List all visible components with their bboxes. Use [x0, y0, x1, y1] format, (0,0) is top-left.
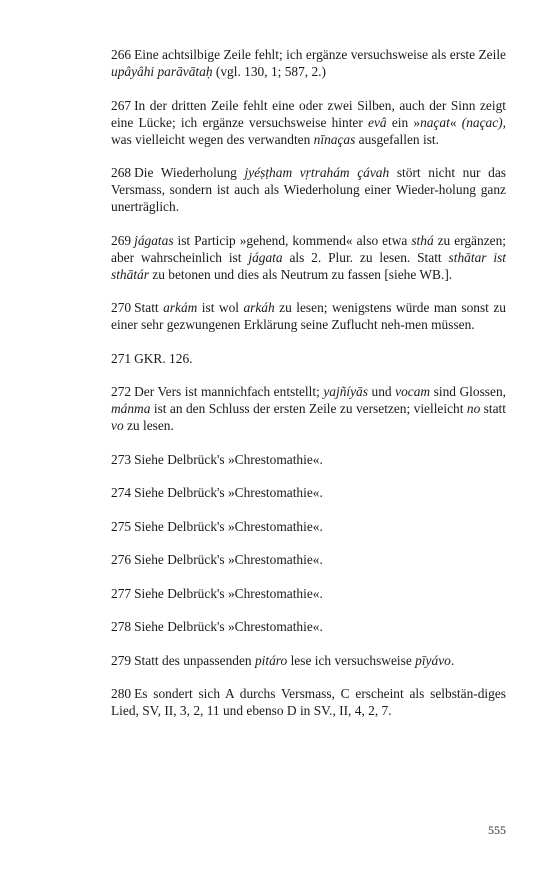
note-text: stört nicht nur das Versmass, sondern ist auch als Wiederholung einer Wieder-holung ganz unerträglich.	[111, 165, 506, 214]
note-271	[111, 350, 506, 367]
note-text: sind Glossen,	[430, 384, 506, 399]
note-text: als 2. Plur. zu lesen. Statt	[282, 249, 449, 265]
note-text: ist an den Schluss der ersten Zeile zu versetzen; vielleicht	[150, 401, 467, 416]
italic-term: vo	[111, 418, 124, 433]
note-279	[111, 652, 506, 669]
italic-term: jyéṣṭham vṛtrahám çávah	[244, 165, 390, 180]
note-266	[111, 46, 506, 80]
note-text: «	[449, 114, 462, 130]
italic-term: mánma	[111, 401, 151, 416]
note-number: 266	[111, 47, 132, 62]
note-text: ist wol	[197, 300, 244, 315]
italic-term: sthá	[411, 232, 434, 248]
note-number: 276	[111, 552, 132, 567]
note-275	[111, 518, 506, 535]
note-268	[111, 164, 506, 215]
italic-term: no	[466, 401, 481, 416]
note-number: 278	[111, 619, 132, 634]
note-text: In der dritten Zeile fehlt eine oder zwei Silben, auch der Sinn zeigt eine Lücke; ich ergänze versuchsweise hinter	[111, 97, 506, 130]
note-text: ein »	[386, 114, 421, 130]
note-269	[111, 232, 506, 283]
note-text: Statt	[134, 300, 164, 315]
note-276	[111, 551, 506, 568]
italic-term: nīnaças	[313, 131, 356, 147]
note-text: Eine achtsilbige Zeile fehlt; ich ergänze versuchsweise als erste Zeile	[134, 47, 506, 62]
note-text: statt	[480, 401, 506, 416]
italic-term: jágatas	[134, 232, 174, 248]
note-number: 277	[111, 585, 132, 601]
note-text: Es sondert sich A durchs Versmass, C erscheint als selbstän-diges Lied, SV, II, 3, 2, 11 und ebenso D in SV., II, 4, 2, 7.	[111, 686, 506, 718]
italic-term: pitáro	[254, 652, 288, 668]
italic-term: arkám	[163, 300, 198, 315]
note-text: .	[450, 652, 455, 668]
note-text: Siehe Delbrück's »Chrestomathie«.	[134, 619, 323, 634]
note-number: 267	[111, 97, 132, 113]
italic-term: pīyávo	[415, 652, 451, 668]
note-273	[111, 451, 506, 468]
note-text: Statt des unpassenden	[134, 652, 255, 668]
note-text: Siehe Delbrück's »Chrestomathie«.	[134, 585, 323, 601]
note-text: ist Particip »gehend, kommend« also etwa	[173, 232, 412, 248]
italic-term: upâyâhi parāvātaḥ	[111, 64, 213, 79]
note-number: 268	[111, 165, 132, 180]
note-number: 275	[111, 518, 132, 534]
note-text: Die Wiederholung	[134, 165, 245, 180]
note-number: 272	[111, 384, 132, 399]
note-274	[111, 484, 506, 501]
note-number: 271	[111, 350, 132, 366]
note-text: zu lesen; wenigstens würde man sonst zu einer sehr gezwungenen Erklärung seine Zuflucht neh-men müssen.	[111, 300, 506, 332]
page-number: 555	[488, 823, 506, 837]
note-text: was vielleicht wegen des verwandten	[111, 131, 314, 147]
note-text: GKR. 126.	[134, 350, 193, 366]
note-text: und	[367, 384, 396, 399]
note-text: Siehe Delbrück's »Chrestomathie«.	[134, 552, 323, 567]
italic-term: sthātar ist sthātár	[111, 249, 506, 282]
italic-term: jágata	[248, 249, 283, 265]
note-text: (vgl. 130, 1; 587, 2.)	[212, 64, 326, 79]
note-267	[111, 97, 506, 148]
notes-list	[111, 46, 506, 719]
note-text: Siehe Delbrück's »Chrestomathie«.	[134, 451, 323, 467]
note-text: lese ich versuchsweise	[287, 652, 416, 668]
note-277	[111, 585, 506, 602]
italic-term: (naçac),	[461, 114, 506, 130]
notes-page	[111, 46, 506, 736]
note-text: zu lesen.	[123, 418, 174, 433]
note-number: 274	[111, 485, 132, 500]
note-text: zu betonen und dies als Neutrum zu fassen [siehe WB.].	[148, 266, 453, 282]
note-text: Siehe Delbrück's »Chrestomathie«.	[134, 485, 323, 500]
note-number: 279	[111, 652, 132, 668]
italic-term: evâ	[368, 114, 387, 130]
note-text: zu ergänzen; aber wahrscheinlich ist	[111, 232, 506, 265]
note-number: 273	[111, 451, 132, 467]
italic-term: yajñíyās	[323, 384, 368, 399]
note-number: 270	[111, 300, 132, 315]
note-number: 280	[111, 686, 132, 701]
note-text: ausgefallen ist.	[355, 131, 439, 147]
note-270	[111, 299, 506, 333]
italic-term: naçat	[420, 114, 450, 130]
note-text: Siehe Delbrück's »Chrestomathie«.	[134, 518, 323, 534]
note-text: Der Vers ist mannichfach entstellt;	[134, 384, 324, 399]
note-278	[111, 618, 506, 635]
note-280	[111, 685, 506, 719]
note-number: 269	[111, 232, 132, 248]
italic-term: vocam	[395, 384, 431, 399]
italic-term: arkáh	[243, 300, 275, 315]
note-272	[111, 383, 506, 434]
